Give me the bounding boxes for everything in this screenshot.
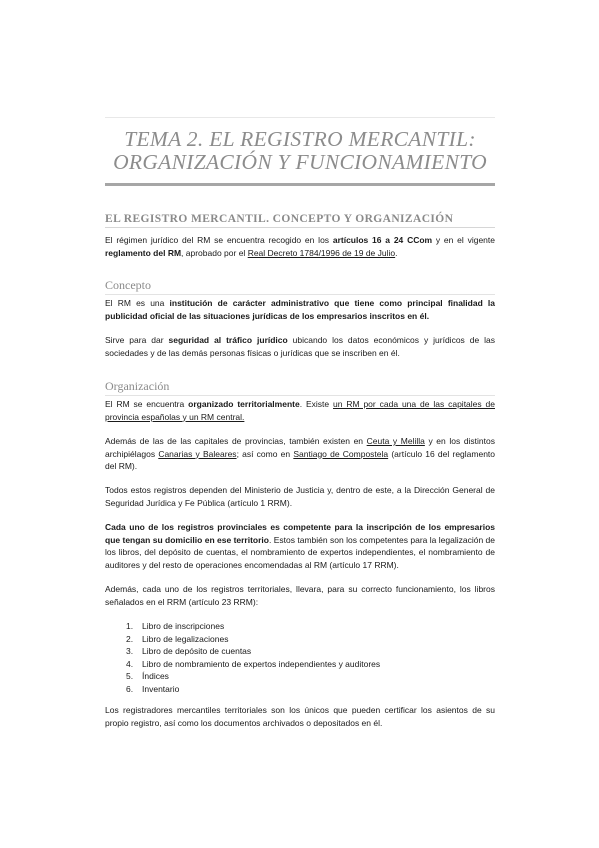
organizacion-paragraph-2 (105, 435, 495, 473)
list-item (126, 633, 486, 646)
concepto-paragraph-2 (105, 334, 495, 359)
organizacion-paragraph-5: Además, cada uno de los registros territoriales, llevara, para su correcto funcionamiento, los libros señalados en el RRM (artículo 23 RRM): (105, 584, 495, 607)
organizacion-paragraph-6: Los registradores mercantiles territoriales son los únicos que pueden certificar los asientos de su propio registro, así como los documentos archivados o depositados en él. (105, 705, 495, 728)
list-item-text: Libro de legalizaciones (142, 633, 229, 644)
org-p4-text: . Estos también son los competentes para la legalización de los libros, del depósito de cuentas, el nombramiento de expertos independientes, el nombramiento de auditores y del resto de operaciones encomendadas al RM (artículo 17 RRM). (105, 534, 496, 570)
list-item-text: Índices (142, 671, 169, 681)
org-p2-text-1: Además de las de las capitales de provincias, también existen en (105, 436, 367, 446)
subheading-concepto: Concepto (105, 278, 495, 295)
org-p1-bold: organizado territorialmente (188, 399, 300, 409)
org-p2-underlined-canarias: Canarias y Baleares (158, 448, 237, 459)
subheading-organizacion: Organización (105, 379, 495, 396)
intro-text-3: , aprobado por el (181, 247, 248, 258)
list-item (126, 620, 486, 633)
intro-paragraph (105, 234, 495, 259)
org-p2-text-2: y en los distintos archipiélagos (105, 436, 495, 459)
list-item (126, 683, 486, 696)
list-item (126, 670, 486, 683)
list-item-number: 6. (126, 683, 134, 694)
list-item-text: Libro de nombramiento de expertos independientes y auditores (142, 658, 381, 669)
org-p2-text-3: ; así como en (236, 448, 294, 459)
organizacion-paragraph-3: Todos estos registros dependen del Ministerio de Justicia y, dentro de este, a la Dirección General de Seguridad Jurídica y Fe Pública (artículo 1 RRM). (105, 485, 495, 508)
concepto-paragraph-1 (105, 297, 495, 322)
list-item (126, 645, 486, 658)
org-p2-underlined-ceuta: Ceuta y Melilla (366, 436, 425, 446)
list-item-text: Inventario (142, 683, 180, 694)
org-p1-text-1: El RM se encuentra (105, 399, 189, 409)
org-p4-bold: Cada uno de los registros provinciales es competente para la inscripción de los empresarios que tengan su domicilio en ese territorio (105, 522, 495, 545)
list-item-text: Libro de inscripciones (142, 621, 225, 631)
list-item-text: Libro de depósito de cuentas (142, 646, 252, 656)
intro-text-4: . (395, 247, 398, 258)
libros-list (126, 620, 486, 695)
org-p1-underlined: un RM por cada una de las capitales de provincia españolas y un RM central. (105, 399, 495, 422)
list-item-number: 1. (126, 621, 134, 631)
intro-text-1: El régimen jurídico del RM se encuentra recogido en los (105, 235, 333, 245)
org-p2-text-4: (artículo 16 del reglamento del RM). (105, 448, 496, 471)
organizacion-paragraph-4 (105, 521, 495, 571)
intro-text-2: y en el vigente (432, 235, 495, 245)
intro-bold-reglamento: reglamento del RM (105, 247, 182, 258)
org-p2-underlined-santiago: Santiago de Compostela (293, 448, 389, 459)
document-title (105, 128, 495, 174)
intro-bold-articles: artículos 16 a 24 CCom (332, 235, 433, 245)
concepto-p2-text-1: Sirve para dar (105, 335, 169, 345)
concepto-p2-bold: seguridad al tráfico jurídico (168, 335, 288, 345)
org-p1-text-2: . Existe (299, 399, 333, 409)
organizacion-paragraph-1 (105, 398, 495, 423)
section-heading: EL REGISTRO MERCANTIL. CONCEPTO Y ORGANIZACIÓN (105, 213, 495, 228)
list-item-number: 5. (126, 671, 134, 681)
title-line-2: ORGANIZACIÓN Y FUNCIONAMIENTO (113, 150, 487, 174)
top-divider (105, 117, 495, 118)
list-item-number: 2. (126, 633, 134, 644)
list-item-number: 4. (126, 658, 134, 669)
list-item (126, 658, 486, 671)
list-item-number: 3. (126, 646, 134, 656)
intro-underlined-decree: Real Decreto 1784/1996 de 19 de Julio (247, 247, 396, 258)
title-line-1: TEMA 2. EL REGISTRO MERCANTIL: (124, 127, 476, 151)
concepto-p2-text-2: ubicando los datos económicos y jurídicos de las sociedades y de las demás personas físicas o jurídicas que se inscriben en él. (105, 335, 496, 358)
concepto-p1-bold: institución de carácter administrativo que tiene como principal finalidad la publicidad oficial de las situaciones jurídicas de los empresarios inscritos en él. (105, 298, 495, 321)
title-divider (105, 183, 495, 186)
concepto-p1-text: El RM es una (105, 298, 170, 308)
